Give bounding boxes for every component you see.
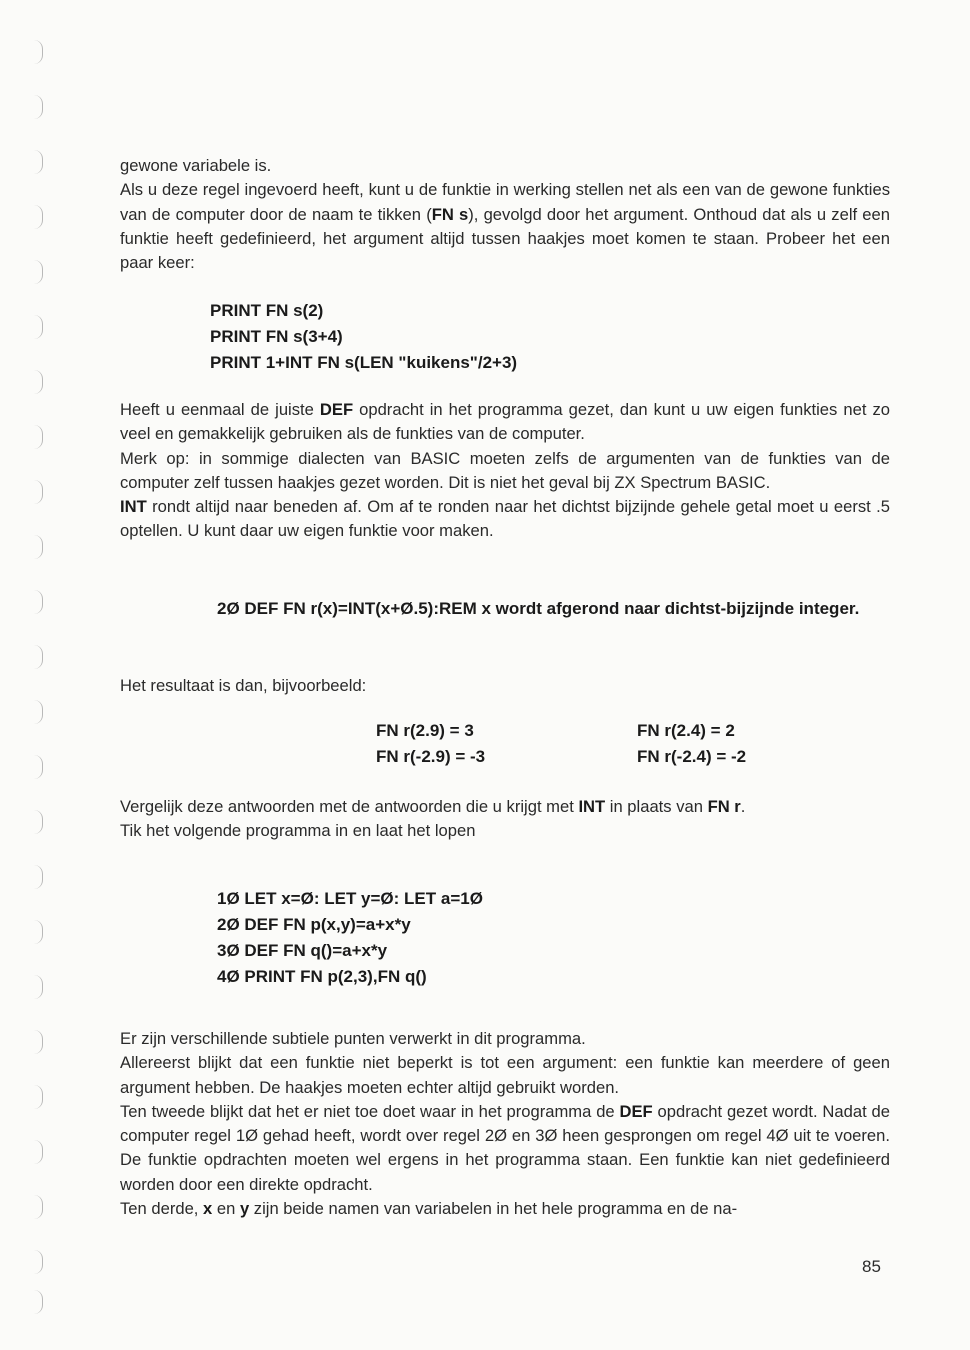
binding-marks	[26, 40, 56, 1320]
code-line: PRINT FN s(3+4)	[210, 327, 343, 346]
bold-def: DEF	[619, 1101, 653, 1121]
code-line: 2Ø DEF FN r(x)=INT(x+Ø.5):REM x wordt afgerond naar dichtst-bijzijnde integer.	[217, 599, 860, 618]
paragraph-resultaat: Het resultaat is dan, bijvoorbeeld:	[120, 676, 367, 695]
bold-fn-r: FN r	[707, 797, 741, 816]
code-block-print	[210, 298, 517, 376]
results-right	[637, 718, 746, 770]
paragraph-subtiele-punten: Er zijn verschillende subtiele punten verwerkt in dit programma.	[120, 1029, 586, 1048]
code-line: PRINT 1+INT FN s(LEN "kuikens"/2+3)	[210, 353, 518, 372]
text-block-5	[120, 1027, 890, 1221]
code-line: 3Ø DEF FN q()=a+x*y	[217, 941, 388, 960]
bold-fn-s: FN s	[431, 204, 469, 224]
code-block-def-fn-r	[217, 594, 891, 624]
paragraph-merk-op: Merk op: in sommige dialecten van BASIC moeten zelfs de argumenten van de funkties van de computer zelf tussen haakjes gezet worden. Dit is niet het geval bij ZX Spectrum BASIC.	[120, 448, 890, 492]
code-line: 4Ø PRINT FN p(2,3),FN q()	[217, 967, 427, 986]
bold-int: INT	[120, 497, 147, 517]
bold-def: DEF	[319, 400, 354, 419]
code-block-program	[217, 886, 483, 990]
page-number: 85	[862, 1257, 881, 1276]
paragraph-int-afronden: INT rondt altijd naar beneden af. Om af te ronden naar het dichtst bijzijnde gehele getal moet u eerst .5 optellen. U kunt daar uw eigen funktie voor maken.	[120, 497, 890, 541]
paragraph-allereerst: Allereerst blijkt dat een funktie niet beperkt is tot een argument: een funktie kan meerdere of geen argument hebben. De haakjes moeten echter altijd gebruikt worden.	[120, 1053, 890, 1097]
bold-y: y	[239, 1199, 250, 1219]
paragraph-ten-tweede: Ten tweede blijkt dat het er niet toe doet waar in het programma de DEF opdracht gezet wordt. Nadat de computer regel 1Ø gehad heeft, wordt over regel 2Ø en 3Ø heen gesprongen om regel 4Ø uit te voeren. De funktie opdrachten moeten wel ergens in het programma staan. Een funktie kan niet gedefinieerd worden door een direkte opdracht.	[120, 1101, 890, 1194]
text-block-2	[120, 398, 890, 544]
text-block-4	[120, 795, 890, 844]
results-left	[376, 718, 485, 770]
result-line: FN r(-2.9) = -3	[376, 747, 486, 766]
code-line: 2Ø DEF FN p(x,y)=a+x*y	[217, 915, 411, 934]
text-block-1	[120, 154, 890, 275]
result-line: FN r(2.9) = 3	[376, 721, 474, 740]
result-line: FN r(2.4) = 2	[637, 721, 735, 740]
bold-int: INT	[578, 797, 606, 816]
text-block-3	[120, 674, 890, 698]
paragraph-vergelijk: Vergelijk deze antwoorden met de antwoorden die u krijgt met INT in plaats van FN r.	[120, 797, 746, 816]
result-line: FN r(-2.4) = -2	[637, 747, 747, 766]
code-line: 1Ø LET x=Ø: LET y=Ø: LET a=1Ø	[217, 889, 483, 908]
paragraph-def-opdracht: Heeft u eenmaal de juiste DEF opdracht in het programma gezet, dan kunt u uw eigen funkties net zo veel en gemakkelijk gebruiken als de funkties van de computer.	[120, 400, 890, 444]
paragraph-tik-programma: Tik het volgende programma in en laat het lopen	[120, 821, 476, 841]
bold-x: x	[203, 1199, 213, 1219]
paragraph-gewone-variabele: gewone variabele is.	[120, 156, 272, 175]
paragraph-ten-derde: Ten derde, x en y zijn beide namen van variabelen in het hele programma en de na-	[120, 1199, 738, 1219]
code-line: PRINT FN s(2)	[210, 301, 324, 320]
paragraph-funktie-werking: Als u deze regel ingevoerd heeft, kunt u de funktie in werking stellen net als een van de gewone funkties van de computer door de naam te tikken (FN s), gevolgd door het argument. Onthoud dat als u zelf een funktie heeft gedefinieerd, het argument altijd tussen haakjes moet komen te staan. Probeer het een paar keer:	[120, 180, 890, 273]
